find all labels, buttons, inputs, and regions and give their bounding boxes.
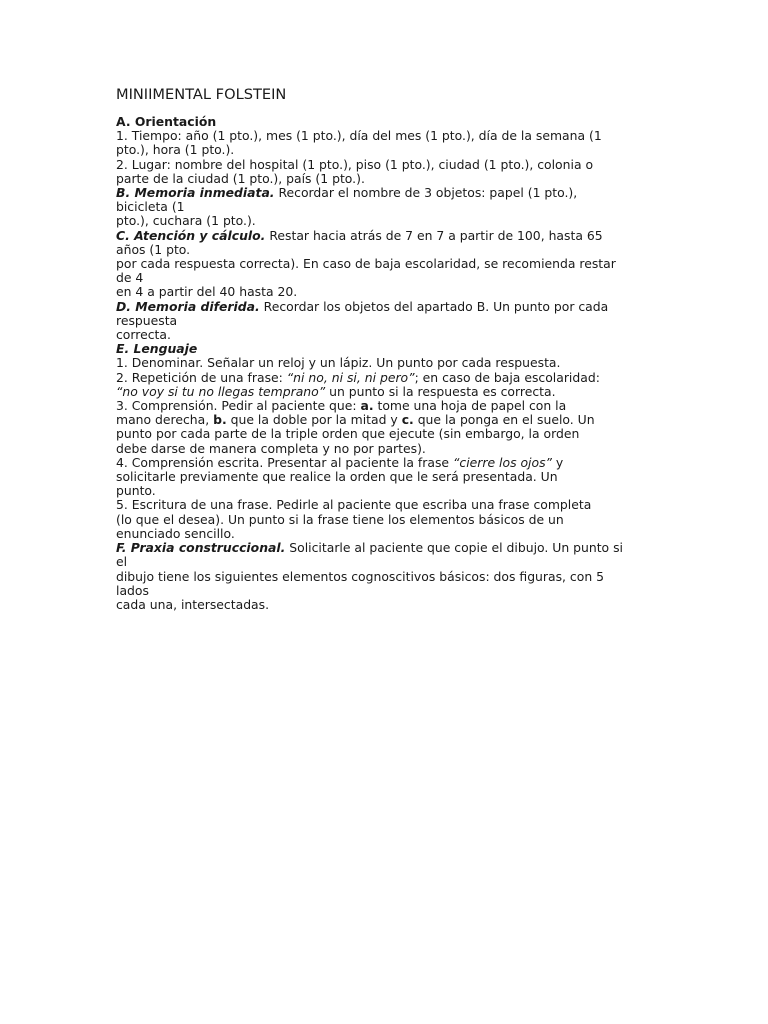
text-line xyxy=(116,314,656,328)
text-run: ; en caso de baja escolaridad: xyxy=(414,369,600,385)
text-line xyxy=(116,214,656,228)
text-line xyxy=(116,598,656,612)
text-run: pto.), hora (1 pto.). xyxy=(116,142,235,158)
text-line xyxy=(116,115,656,129)
text-run-it: “ni no, ni si, ni pero” xyxy=(286,369,415,385)
text-line xyxy=(116,498,656,512)
text-line xyxy=(116,172,656,186)
text-run: Recordar los objetos del apartado B. Un punto por cada xyxy=(259,298,609,314)
text-run: 1. Denominar. Señalar un reloj y un lápiz. Un punto por cada respuesta. xyxy=(116,355,561,371)
text-run: Solicitarle al paciente que copie el dibujo. Un punto si xyxy=(285,540,623,556)
text-run: respuesta xyxy=(116,312,178,328)
text-line xyxy=(116,229,656,243)
text-line xyxy=(116,385,656,399)
text-line xyxy=(116,129,656,143)
text-run: que la doble por la mitad y xyxy=(226,412,402,428)
text-run: punto. xyxy=(116,483,156,499)
text-line xyxy=(116,527,656,541)
text-line xyxy=(116,300,656,314)
document-title: MINIIMENTAL FOLSTEIN xyxy=(116,86,287,103)
text-run: 4. Comprensión escrita. Presentar al paciente la frase xyxy=(116,454,453,470)
text-run-bi: D. Memoria diferida. xyxy=(116,298,260,314)
text-run-b: A. Orientación xyxy=(116,114,217,129)
text-run: Recordar el nombre de 3 objetos: papel (1 pto.), xyxy=(274,185,578,201)
text-run: dibujo tiene los siguientes elementos cognoscitivos básicos: dos figuras, con 5 xyxy=(116,568,605,584)
text-line xyxy=(116,243,656,257)
text-run-it: “no voy si tu no llegas temprano” xyxy=(116,383,326,399)
text-run: 3. Comprensión. Pedir al paciente que: xyxy=(116,398,361,414)
text-line xyxy=(116,541,656,555)
text-run: lados xyxy=(116,582,149,598)
text-run: pto.), cuchara (1 pto.). xyxy=(116,213,256,229)
text-run: un punto si la respuesta es correcta. xyxy=(325,383,556,399)
document-body xyxy=(116,115,656,612)
text-run: punto por cada parte de la triple orden que ejecute (sin embargo, la orden xyxy=(116,426,580,442)
text-line xyxy=(116,342,656,356)
text-line xyxy=(116,257,656,271)
text-run: bicicleta (1 xyxy=(116,199,185,215)
text-line xyxy=(116,328,656,342)
text-run: que la ponga en el suelo. Un xyxy=(413,412,595,428)
text-run-b: b. xyxy=(213,412,227,428)
text-line xyxy=(116,271,656,285)
text-run: 5. Escritura de una frase. Pedirle al paciente que escriba una frase completa xyxy=(116,497,592,513)
text-line xyxy=(116,570,656,584)
text-run: y xyxy=(551,454,564,470)
text-run: el xyxy=(116,554,128,570)
text-run-bi: B. Memoria inmediata. xyxy=(116,185,275,201)
text-run-it: “cierre los ojos” xyxy=(453,454,552,470)
text-run: correcta. xyxy=(116,327,171,343)
text-run: tome una hoja de papel con la xyxy=(373,398,567,414)
text-line xyxy=(116,158,656,172)
text-line xyxy=(116,285,656,299)
text-line xyxy=(116,427,656,441)
text-run: 2. Repetición de una frase: xyxy=(116,369,287,385)
text-run: mano derecha, xyxy=(116,412,214,428)
text-line xyxy=(116,399,656,413)
text-line xyxy=(116,413,656,427)
text-line xyxy=(116,371,656,385)
text-run: por cada respuesta correcta). En caso de baja escolaridad, se recomienda restar xyxy=(116,256,616,272)
text-run: (lo que el desea). Un punto si la frase tiene los elementos básicos de un xyxy=(116,511,564,527)
text-run-b: c. xyxy=(401,412,414,428)
text-run: años (1 pto. xyxy=(116,241,191,257)
text-run: 2. Lugar: nombre del hospital (1 pto.), piso (1 pto.), ciudad (1 pto.), colonia o xyxy=(116,156,594,172)
text-line xyxy=(116,584,656,598)
text-line xyxy=(116,470,656,484)
document-page xyxy=(116,86,656,612)
text-run: solicitarle previamente que realice la orden que le será presentada. Un xyxy=(116,469,558,485)
text-line xyxy=(116,143,656,157)
text-run-bi: E. Lenguaje xyxy=(116,341,198,357)
text-run: enunciado sencillo. xyxy=(116,525,235,541)
text-line xyxy=(116,200,656,214)
text-run: Restar hacia atrás de 7 en 7 a partir de 100, hasta 65 xyxy=(265,227,603,243)
text-line xyxy=(116,356,656,370)
text-line xyxy=(116,555,656,569)
text-run-bi: F. Praxia construccional. xyxy=(116,540,286,556)
text-run: de 4 xyxy=(116,270,144,286)
text-line xyxy=(116,456,656,470)
text-run: parte de la ciudad (1 pto.), país (1 pto.). xyxy=(116,170,365,186)
text-run: en 4 a partir del 40 hasta 20. xyxy=(116,284,298,300)
text-run: debe darse de manera completa y no por partes). xyxy=(116,440,426,456)
text-run: cada una, intersectadas. xyxy=(116,596,270,612)
text-line xyxy=(116,513,656,527)
text-run-bi: C. Atención y cálculo. xyxy=(116,227,266,243)
text-run-b: a. xyxy=(360,398,374,414)
text-line xyxy=(116,442,656,456)
text-line xyxy=(116,484,656,498)
text-run: 1. Tiempo: año (1 pto.), mes (1 pto.), día del mes (1 pto.), día de la semana (1 xyxy=(116,128,602,144)
text-line xyxy=(116,186,656,200)
